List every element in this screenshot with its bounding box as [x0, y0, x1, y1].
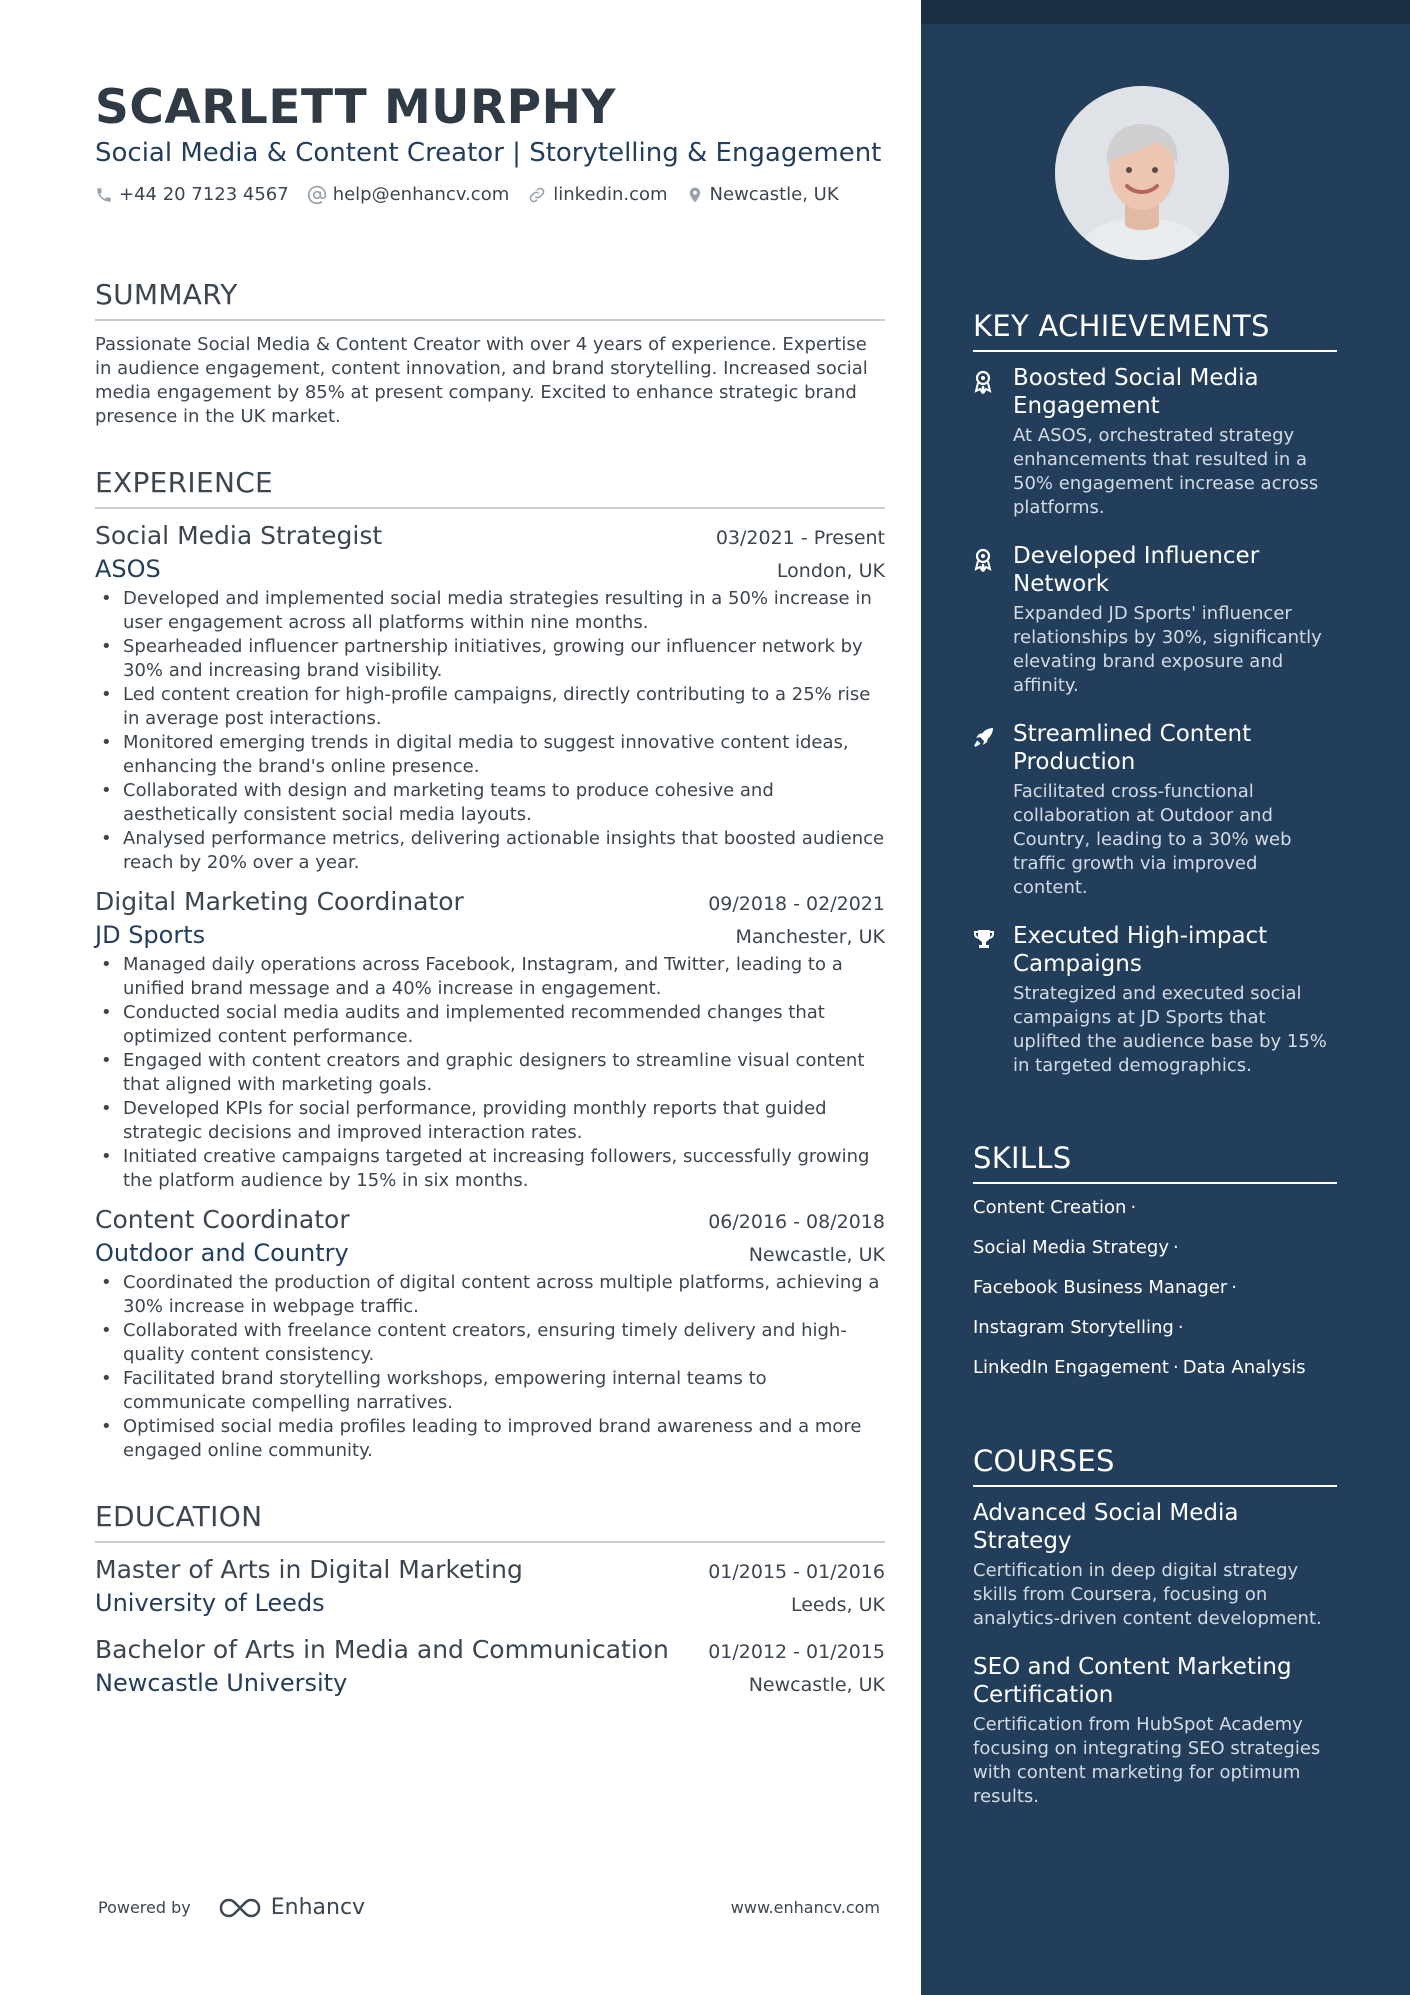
edu-degree: Bachelor of Arts in Media and Communication: [95, 1635, 669, 1664]
contact-location: [686, 184, 839, 205]
skill-item: Content Creation: [973, 1197, 1127, 1218]
bullet-item: • Analysed performance metrics, delivering actionable insights that boosted audience reach by 20% over a year.: [95, 827, 885, 875]
portrait-illustration: [1055, 86, 1229, 260]
edu-school: University of Leeds: [95, 1589, 325, 1617]
link-icon: [527, 185, 547, 205]
bullet-item: • Monitored emerging trends in digital media to suggest innovative content ideas, enhancing the brand's online presence.: [95, 731, 885, 779]
bullet-item: • Collaborated with design and marketing teams to produce cohesive and aesthetically consistent social media layouts.: [95, 779, 885, 827]
achievement-title: Executed High-impact Campaigns: [1013, 923, 1268, 977]
job-bullets: [95, 1271, 885, 1463]
job-dates: 03/2021 - Present: [715, 527, 885, 549]
bullet-item: • Conducted social media audits and implemented recommended changes that optimized content performance.: [95, 1001, 885, 1049]
job-company: Outdoor and Country: [95, 1239, 349, 1267]
location-pin-icon: [686, 185, 704, 205]
bullet-item: • Developed KPIs for social performance, providing monthly reports that guided strategic decisions and improved interaction rates.: [95, 1097, 885, 1145]
course-item: [973, 1499, 1337, 1631]
job-entry: [95, 885, 885, 1193]
course-desc: Certification in deep digital strategy skills from Coursera, focusing on analytics-driven content development.: [973, 1560, 1322, 1629]
job-dates: 06/2016 - 08/2018: [708, 1211, 885, 1233]
bullet-item: • Initiated creative campaigns targeted at increasing followers, successfully growing the platform audience by 15% in six months.: [95, 1145, 885, 1193]
job-location: London, UK: [776, 560, 885, 582]
job-bullets: [95, 587, 885, 875]
rocket-icon: [973, 726, 995, 748]
skill-item: Social Media Strategy: [973, 1237, 1169, 1258]
skill-item: Data Analysis: [1182, 1357, 1306, 1378]
job-role: Content Coordinator: [95, 1205, 350, 1234]
job-role: Digital Marketing Coordinator: [95, 887, 464, 916]
courses-section: [973, 1443, 1337, 1809]
skill-item: Facebook Business Manager: [973, 1277, 1228, 1298]
edu-school: Newcastle University: [95, 1669, 348, 1697]
award-icon: [973, 548, 993, 572]
education-title: EDUCATION: [95, 1499, 885, 1543]
course-item: [973, 1653, 1337, 1809]
candidate-headline: Social Media & Content Creator | Storytelling & Engagement: [95, 138, 882, 168]
bullet-item: • Led content creation for high-profile campaigns, directly contributing to a 25% rise in average post interactions.: [95, 683, 885, 731]
sidebar-top-strip: [921, 0, 1410, 24]
edu-dates: 01/2012 - 01/2015: [708, 1641, 885, 1663]
powered-by: [98, 1895, 365, 1920]
bullet-item: • Coordinated the production of digital content across multiple platforms, achieving a 30% increase in webpage traffic.: [95, 1271, 885, 1319]
bullet-item: • Engaged with content creators and graphic designers to streamline visual content that aligned with marketing goals.: [95, 1049, 885, 1097]
job-entry: [95, 1203, 885, 1463]
enhancv-logo[interactable]: [217, 1895, 365, 1920]
achievements-section: [973, 308, 1337, 1078]
job-bullets: [95, 953, 885, 1193]
achievement-title: Boosted Social Media Engagement: [1013, 365, 1259, 419]
achievement-desc: Expanded JD Sports' influencer relationships by 30%, significantly elevating brand exposure and affinity.: [1013, 603, 1322, 696]
bullet-item: • Developed and implemented social media strategies resulting in a 50% increase in user engagement across all platforms within nine months.: [95, 587, 885, 635]
contact-linkedin[interactable]: [527, 184, 667, 205]
award-icon: [973, 370, 993, 394]
achievement-desc: Strategized and executed social campaigns at JD Sports that uplifted the audience base by 15% in targeted demographics.: [1013, 983, 1327, 1076]
candidate-name: SCARLETT MURPHY: [95, 80, 616, 135]
edu-dates: 01/2015 - 01/2016: [708, 1561, 885, 1583]
brand-name: Enhancv: [270, 1895, 366, 1920]
achievement-desc: At ASOS, orchestrated strategy enhancements that resulted in a 50% engagement increase across platforms.: [1013, 425, 1319, 518]
edu-degree: Master of Arts in Digital Marketing: [95, 1555, 523, 1584]
footer: [98, 1895, 880, 1920]
skills-list: [973, 1196, 1337, 1380]
edu-location: Newcastle, UK: [748, 1674, 885, 1696]
footer-site-link[interactable]: www.enhancv.com: [730, 1898, 880, 1917]
bullet-item: • Facilitated brand storytelling workshops, empowering internal teams to communicate compelling narratives.: [95, 1367, 885, 1415]
courses-title: COURSES: [973, 1443, 1337, 1487]
achievement-item: [973, 922, 1337, 1078]
experience-title: EXPERIENCE: [95, 465, 885, 509]
bullet-item: • Managed daily operations across Facebook, Instagram, and Twitter, leading to a unified brand message and a 40% increase in engagement.: [95, 953, 885, 1001]
achievements-title: KEY ACHIEVEMENTS: [973, 308, 1337, 352]
job-company: ASOS: [95, 555, 161, 583]
summary-section: [95, 277, 885, 429]
achievement-item: [973, 542, 1337, 698]
bullet-item: • Optimised social media profiles leading to improved brand awareness and a more engaged online community.: [95, 1415, 885, 1463]
skill-separator: ·: [1177, 1317, 1184, 1338]
achievement-title: Streamlined Content Production: [1013, 721, 1252, 775]
job-company: JD Sports: [95, 921, 206, 949]
email-text: help@enhancv.com: [332, 184, 510, 205]
education-entry: [95, 1553, 885, 1619]
achievement-title: Developed Influencer Network: [1013, 543, 1260, 597]
course-desc: Certification from HubSpot Academy focusing on integrating SEO strategies with content marketing for optimum results.: [973, 1714, 1321, 1807]
education-entry: [95, 1633, 885, 1699]
job-entry: [95, 519, 885, 875]
profile-photo: [1055, 86, 1229, 260]
skills-section: [973, 1140, 1337, 1380]
job-role: Social Media Strategist: [95, 521, 383, 550]
skill-item: Instagram Storytelling: [973, 1317, 1174, 1338]
skill-item: LinkedIn Engagement: [973, 1357, 1169, 1378]
phone-icon: [95, 186, 113, 204]
experience-section: [95, 465, 885, 1463]
infinity-logo-icon: [217, 1896, 263, 1920]
skill-separator: ·: [1173, 1237, 1179, 1258]
powered-by-label: Powered by: [98, 1898, 191, 1917]
edu-location: Leeds, UK: [790, 1594, 885, 1616]
contact-phone[interactable]: [95, 184, 289, 205]
achievement-item: [973, 364, 1337, 520]
trophy-icon: [973, 928, 995, 950]
location-text: Newcastle, UK: [709, 184, 839, 205]
job-dates: 09/2018 - 02/2021: [708, 893, 885, 915]
job-location: Manchester, UK: [735, 926, 885, 948]
contact-email[interactable]: [307, 184, 510, 205]
bullet-item: • Collaborated with freelance content creators, ensuring timely delivery and high-quality content consistency.: [95, 1319, 885, 1367]
skills-title: SKILLS: [973, 1140, 1337, 1184]
phone-text: +44 20 7123 4567: [119, 184, 289, 205]
contact-row: [95, 184, 885, 205]
skill-separator: ·: [1172, 1357, 1179, 1378]
resume-header: [95, 80, 885, 205]
skill-separator: ·: [1231, 1277, 1238, 1298]
linkedin-text: linkedin.com: [553, 184, 668, 205]
skill-separator: ·: [1130, 1197, 1137, 1218]
course-title: Advanced Social Media Strategy: [973, 1500, 1239, 1554]
summary-text: Passionate Social Media & Content Creator with over 4 years of experience. Expertise in audience engagement, content innovation, and brand storytelling. Increased social media engagement by 85% at present company. Excited to enhance strategic brand presence in the UK market.: [95, 334, 868, 427]
at-sign-icon: [307, 185, 327, 205]
job-location: Newcastle, UK: [748, 1244, 885, 1266]
achievement-item: [973, 720, 1337, 900]
course-title: SEO and Content Marketing Certification: [973, 1654, 1292, 1708]
bullet-item: • Spearheaded influencer partnership initiatives, growing our influencer network by 30% and increasing brand visibility.: [95, 635, 885, 683]
education-section: [95, 1499, 885, 1699]
summary-title: SUMMARY: [95, 277, 885, 321]
sidebar: [921, 0, 1410, 1995]
achievement-desc: Facilitated cross-functional collaboration at Outdoor and Country, leading to a 30% web traffic growth via improved content.: [1013, 781, 1292, 898]
